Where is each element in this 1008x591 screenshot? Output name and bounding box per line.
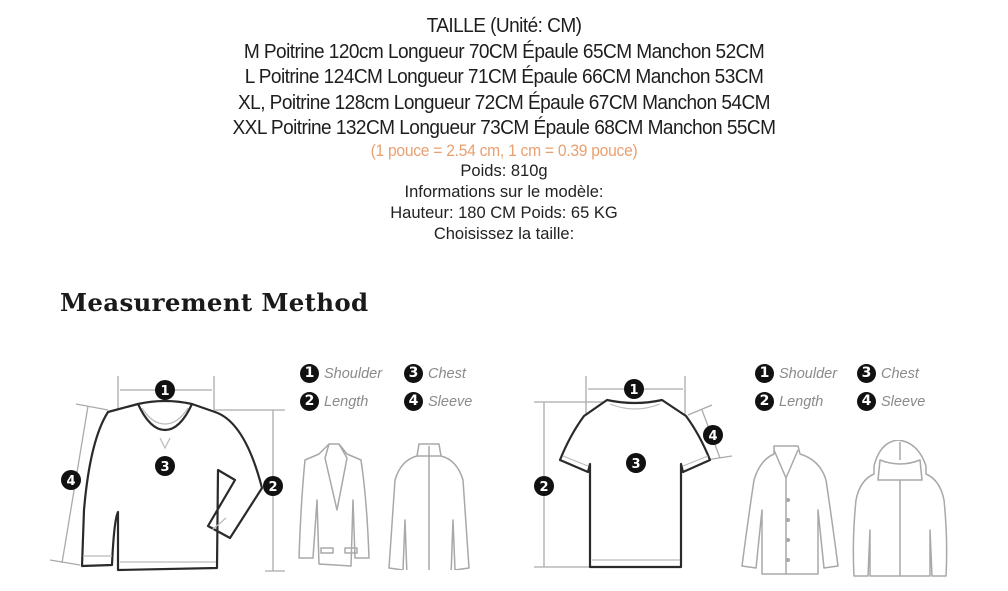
svg-text:2: 2 (268, 480, 278, 495)
conversion-note: (1 pouce = 2.54 cm, 1 cm = 0.39 pouce) (370, 140, 638, 160)
number-badge: 4 (857, 392, 876, 411)
size-row-l: L Poitrine 124CM Longueur 71CM Épaule 66CM Manchon 53CM (244, 65, 764, 88)
legend-left (300, 364, 500, 424)
tshirt-measurement-diagram (500, 360, 740, 591)
number-badge: 2 (755, 392, 774, 411)
hoodie-icon (853, 440, 946, 576)
shirt-icon (742, 446, 838, 574)
size-chart (0, 13, 1008, 245)
size-row-xl: XL, Poitrine 128cm Longueur 72CM Épaule 67CM Manchon 54CM (238, 90, 770, 114)
number-badge: 3 (857, 364, 876, 383)
legend-shoulder (300, 364, 382, 383)
legend-label: Shoulder (779, 365, 838, 382)
number-badge: 4 (404, 392, 423, 411)
legend-sleeve (857, 392, 925, 411)
product-weight: Poids: 810g (460, 161, 548, 180)
legend-right (755, 364, 955, 424)
svg-text:3: 3 (160, 460, 170, 475)
svg-text:1: 1 (629, 383, 639, 398)
svg-text:3: 3 (631, 457, 641, 472)
number-badge: 1 (755, 364, 774, 383)
model-info: Hauteur: 180 CM Poids: 65 KG (390, 203, 618, 222)
legend-length (300, 392, 368, 411)
legend-label: Length (324, 393, 369, 410)
size-row-xxl: XXL Poitrine 132CM Longueur 73CM Épaule 68CM Manchon 55CM (232, 116, 776, 139)
number-badge: 2 (300, 392, 319, 411)
legend-label: Sleeve (428, 393, 473, 410)
number-badge: 3 (404, 364, 423, 383)
svg-text:1: 1 (160, 384, 170, 399)
number-badge: 1 (300, 364, 319, 383)
legend-label: Shoulder (324, 365, 383, 382)
svg-text:4: 4 (66, 474, 76, 489)
measurement-method-title: Measurement Method (60, 288, 369, 317)
zip-jacket-icon (389, 444, 469, 570)
sweatshirt-measurement-diagram (40, 360, 300, 591)
legend-chest (857, 364, 919, 383)
example-garments-right (740, 440, 950, 580)
size-heading: TAILLE (Unité: CM) (426, 14, 582, 37)
legend-chest (404, 364, 466, 383)
model-info-heading: Informations sur le modèle: (404, 182, 604, 201)
legend-sleeve (404, 392, 472, 411)
legend-length (755, 392, 823, 411)
legend-label: Chest (881, 365, 919, 382)
legend-label: Length (779, 393, 824, 410)
size-row-m: M Poitrine 120cm Longueur 70CM Épaule 65CM Manchon 52CM (243, 39, 765, 63)
choose-size-label: Choisissez la taille: (433, 224, 575, 243)
svg-text:4: 4 (708, 429, 718, 444)
legend-label: Sleeve (881, 393, 926, 410)
legend-label: Chest (428, 365, 466, 382)
svg-text:2: 2 (539, 480, 549, 495)
legend-shoulder (755, 364, 837, 383)
example-garments-left (295, 440, 495, 570)
blazer-icon (299, 444, 369, 566)
